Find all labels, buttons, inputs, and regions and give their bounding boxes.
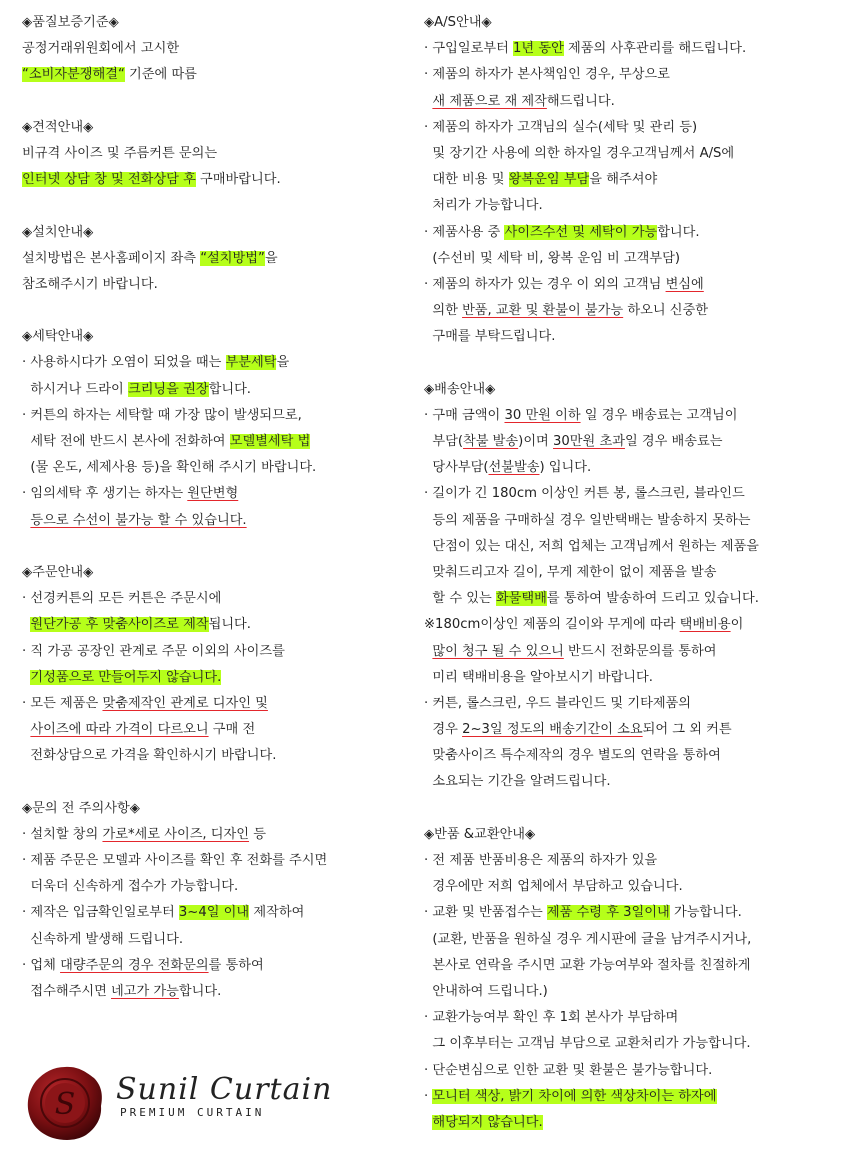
- text-line: [22, 167, 412, 193]
- text-line: [22, 822, 412, 848]
- text-line: [424, 36, 844, 62]
- text-line: [424, 377, 844, 403]
- blank-line: [22, 769, 412, 795]
- underlined-text: 네고가 가능: [111, 983, 179, 999]
- text-segment: 당사부담(: [424, 460, 489, 476]
- text-line: [424, 848, 844, 874]
- text-segment: 소요되는 기간을 알려드립니다.: [424, 774, 611, 790]
- text-line: [22, 324, 412, 350]
- text-line: [22, 246, 412, 272]
- text-segment: · 커튼, 롤스크린, 우드 블라인드 및 기타제품의: [424, 695, 692, 711]
- text-segment: 및 장기간 사용에 의한 하자일 경우고객님께서 A/S에: [424, 145, 735, 161]
- text-segment: · 교환 및 반품접수는: [424, 905, 547, 921]
- text-segment: 제품의 사후관리를 해드립니다.: [563, 41, 747, 57]
- text-segment: 부담(: [424, 434, 464, 449]
- text-segment: 접수해주시면: [22, 983, 112, 999]
- text-segment: 가능합니다.: [669, 905, 742, 921]
- text-line: [424, 115, 844, 141]
- text-line: [424, 1031, 844, 1057]
- text-line: [424, 534, 844, 560]
- underlined-text: 반품, 교환 및 환불이 불가능: [462, 303, 624, 319]
- underlined-text: 30만원 초과: [553, 434, 625, 449]
- text-line: [424, 481, 844, 507]
- text-segment: 합니다.: [657, 224, 700, 240]
- text-line: [22, 848, 412, 874]
- underlined-text: 2~3일 정도의 배송기간이 소요: [462, 722, 643, 738]
- text-segment: 제작하여: [249, 905, 305, 921]
- text-line: [424, 1005, 844, 1031]
- highlighted-text: 부분세탁: [225, 355, 277, 371]
- highlighted-text: 해당되지 않습니다.: [432, 1114, 543, 1130]
- text-segment: 을: [264, 250, 278, 266]
- text-line: [424, 874, 844, 900]
- text-line: [424, 1110, 844, 1136]
- text-segment: · 제품 주문은 모델과 사이즈를 확인 후 전화를 주시면: [22, 853, 328, 868]
- text-segment: (교환, 반품을 원하실 경우 게시판에 글을 남겨주시거나,: [424, 931, 752, 947]
- underlined-text: 대량주문의 경우 전화문의: [60, 957, 209, 973]
- text-segment: ◈품질보증기준◈: [22, 15, 119, 30]
- text-segment: · 길이가 긴 180cm 이상인 커튼 봉, 롤스크린, 블라인드: [424, 486, 745, 502]
- text-segment: 이: [730, 617, 744, 633]
- wax-seal-icon: [26, 1064, 104, 1142]
- text-line: [424, 193, 844, 219]
- underlined-text: 착불 발송: [463, 434, 519, 449]
- text-line: [22, 639, 412, 665]
- underlined-text: 가로*세로 사이즈, 디자인: [102, 826, 250, 842]
- left-column: [22, 10, 412, 1005]
- text-segment: ◈반품 &교환안내◈: [424, 826, 536, 842]
- text-line: [22, 900, 412, 926]
- text-segment: ◈견적안내◈: [22, 119, 94, 135]
- text-line: [424, 272, 844, 298]
- brand-name: Sunil Curtain: [116, 1072, 333, 1107]
- text-segment: · 전 제품 반품비용은 제품의 하자가 있을: [424, 853, 658, 868]
- text-line: [424, 167, 844, 193]
- text-segment: 전화상담으로 가격을 확인하시기 바랍니다.: [22, 748, 277, 764]
- text-segment: · 구입일로부터: [424, 41, 514, 57]
- text-line: [22, 403, 412, 429]
- highlighted-text: 3~4일 이내: [178, 905, 250, 921]
- text-segment: 공정거래위원회에서 고시한: [22, 41, 180, 57]
- text-segment: 참조해주시기 바랍니다.: [22, 276, 158, 292]
- text-segment: 를 통하여 발송하여 드리고 있습니다.: [546, 591, 759, 607]
- highlighted-text: 모니터 색상, 밝기 차이에 의한 색상차이는 하자에: [432, 1088, 717, 1104]
- text-line: [424, 717, 844, 743]
- highlighted-text: 왕복운임 부담: [508, 172, 590, 188]
- text-line: [424, 639, 844, 665]
- text-line: [424, 612, 844, 638]
- highlighted-text: 화물택배: [495, 591, 547, 607]
- blank-line: [424, 796, 844, 822]
- text-segment: · 제작은 입금확인일로부터: [22, 905, 179, 921]
- underlined-text: 많이 청구 될 수 있으니: [432, 643, 564, 659]
- text-segment: 기준에 따름: [124, 67, 197, 83]
- text-segment: 합니다.: [208, 381, 252, 397]
- text-line: [22, 10, 412, 36]
- text-line: [424, 900, 844, 926]
- text-segment: ※180cm이상인 제품의 길이와 무게에 따라: [424, 617, 680, 633]
- text-segment: 비규격 사이즈 및 주름커튼 문의는: [22, 145, 218, 161]
- text-line: [424, 403, 844, 429]
- text-segment: 되어 그 외 커튼: [642, 722, 732, 738]
- text-line: [424, 560, 844, 586]
- blank-line: [22, 534, 412, 560]
- text-line: [22, 36, 412, 62]
- blank-line: [22, 298, 412, 324]
- text-line: [424, 89, 844, 115]
- text-line: [424, 246, 844, 272]
- text-segment: · 커튼의 하자는 세탁할 때 가장 많이 발생되므로,: [22, 407, 302, 423]
- text-line: [22, 377, 412, 403]
- text-line: [22, 272, 412, 298]
- text-segment: 을 해주셔야: [589, 172, 658, 188]
- text-segment: 경우에만 저희 업체에서 부담하고 있습니다.: [424, 879, 683, 895]
- text-line: [424, 141, 844, 167]
- text-segment: · 제품사용 중: [424, 224, 505, 240]
- text-segment: ) 입니다.: [539, 460, 592, 476]
- text-line: [22, 796, 412, 822]
- text-segment: 됩니다.: [208, 617, 251, 633]
- text-line: [424, 822, 844, 848]
- text-segment: ◈세탁안내◈: [22, 329, 94, 345]
- text-segment: 의한: [424, 303, 463, 319]
- text-line: [22, 743, 412, 769]
- text-segment: 신속하게 발생해 드립니다.: [22, 931, 184, 947]
- underlined-text: 맞춤제작인 관계로 디자인 및: [102, 695, 268, 711]
- text-segment: 단점이 있는 대신, 저희 업체는 고객님께서 원하는 제품을: [424, 538, 759, 554]
- text-segment: 안내하여 드립니다.): [424, 983, 548, 999]
- text-segment: 구매 전: [208, 722, 256, 738]
- text-segment: 하시거나 드라이: [22, 381, 128, 397]
- highlighted-text: “설치방법”: [200, 250, 265, 266]
- underlined-text: 원단변형: [187, 486, 239, 502]
- text-line: [424, 508, 844, 534]
- text-segment: ◈주문안내◈: [22, 564, 94, 580]
- text-segment: 처리가 가능합니다.: [424, 198, 543, 214]
- text-segment: 미리 택배비용을 알아보시기 바랍니다.: [424, 669, 653, 685]
- text-line: [424, 298, 844, 324]
- text-segment: 합니다.: [178, 983, 222, 999]
- text-line: [22, 560, 412, 586]
- text-line: [424, 979, 844, 1005]
- text-line: [22, 953, 412, 979]
- blank-line: [22, 193, 412, 219]
- blank-line: [22, 89, 412, 115]
- text-line: [22, 220, 412, 246]
- text-segment: (물 온도, 세제사용 등)을 확인해 주시기 바랍니다.: [22, 460, 317, 476]
- highlighted-text: 1년 동안: [513, 41, 564, 57]
- text-segment: 더욱더 신속하게 접수가 가능합니다.: [22, 879, 239, 895]
- text-line: [424, 953, 844, 979]
- text-segment: ·: [424, 1088, 433, 1104]
- highlighted-text: 제품 수령 후 3일이내: [546, 905, 670, 921]
- svg-text:S: S: [54, 1087, 76, 1122]
- underlined-text: 등으로 수선이 불가능 할 수 있습니다.: [30, 512, 247, 528]
- text-segment: 을: [276, 355, 290, 371]
- underlined-text: 사이즈에 따라 가격이 다르오니: [30, 722, 209, 738]
- text-line: [22, 665, 412, 691]
- text-line: [424, 62, 844, 88]
- text-segment: ◈A/S안내◈: [424, 15, 492, 30]
- text-line: [22, 481, 412, 507]
- text-line: [22, 717, 412, 743]
- text-line: [22, 874, 412, 900]
- text-line: [22, 586, 412, 612]
- text-line: [22, 455, 412, 481]
- text-segment: 맞춤사이즈 특수제작의 경우 별도의 연락을 통하여: [424, 748, 721, 764]
- highlighted-text: “소비자분쟁해결“: [22, 67, 125, 83]
- text-line: [22, 429, 412, 455]
- text-line: [424, 927, 844, 953]
- text-line: [424, 1084, 844, 1110]
- text-line: [424, 1058, 844, 1084]
- text-line: [22, 141, 412, 167]
- text-line: [424, 769, 844, 795]
- text-line: [424, 743, 844, 769]
- text-segment: 일 경우 배송료는: [624, 434, 723, 449]
- text-line: [22, 350, 412, 376]
- text-line: [424, 691, 844, 717]
- underlined-text: 선불발송: [488, 460, 540, 476]
- text-segment: 를 통하여: [208, 957, 264, 973]
- right-column: [424, 10, 844, 1136]
- text-segment: ◈배송안내◈: [424, 381, 496, 397]
- text-segment: · 업체: [22, 957, 61, 973]
- text-segment: 세탁 전에 반드시 본사에 전화하여: [22, 434, 230, 449]
- text-segment: 본사로 연락을 주시면 교환 가능여부와 절차를 친절하게: [424, 957, 751, 973]
- text-segment: 맞춰드리고자 길이, 무게 제한이 없이 제품을 발송: [424, 564, 717, 580]
- text-segment: 등의 제품을 구매하실 경우 일반택배는 발송하지 못하는: [424, 512, 751, 528]
- text-segment: 일 경우 배송료는 고객님이: [580, 407, 738, 423]
- text-segment: · 선경커튼의 모든 커튼은 주문시에: [22, 591, 222, 607]
- text-line: [22, 612, 412, 638]
- text-segment: · 직 가공 공장인 관계로 주문 이외의 사이즈를: [22, 643, 285, 659]
- underlined-text: 새 제품으로 재 제작: [432, 93, 547, 109]
- blank-line: [424, 350, 844, 376]
- text-line: [22, 115, 412, 141]
- text-line: [424, 220, 844, 246]
- underlined-text: 30 만원 이하: [504, 407, 581, 423]
- text-segment: 설치방법은 본사홈페이지 좌측: [22, 250, 201, 266]
- text-segment: 반드시 전화문의를 통하여: [563, 643, 717, 659]
- text-segment: · 모든 제품은: [22, 695, 103, 711]
- text-segment: 할 수 있는: [424, 591, 496, 607]
- text-segment: 해드립니다.: [546, 93, 615, 109]
- highlighted-text: 기성품으로 만들어두지 않습니다.: [30, 669, 222, 685]
- text-segment: · 임의세탁 후 생기는 하자는: [22, 486, 188, 502]
- text-line: [424, 665, 844, 691]
- text-line: [424, 10, 844, 36]
- text-line: [22, 979, 412, 1005]
- text-segment: · 단순변심으로 인한 교환 및 환불은 불가능합니다.: [424, 1062, 713, 1078]
- text-segment: · 제품의 하자가 있는 경우 이 외의 고객님: [424, 276, 666, 292]
- text-line: [22, 62, 412, 88]
- brand-tagline: PREMIUM CURTAIN: [120, 1106, 265, 1119]
- text-line: [424, 455, 844, 481]
- text-segment: · 제품의 하자가 본사책임인 경우, 무상으로: [424, 67, 670, 83]
- text-line: [22, 508, 412, 534]
- text-segment: ◈문의 전 주의사항◈: [22, 800, 140, 816]
- text-line: [22, 691, 412, 717]
- text-segment: · 설치할 창의: [22, 826, 103, 842]
- highlighted-text: 모델별세탁 법: [229, 434, 311, 449]
- text-line: [22, 927, 412, 953]
- text-segment: ◈설치안내◈: [22, 224, 94, 240]
- text-segment: 대한 비용 및: [424, 172, 509, 188]
- text-segment: 경우: [424, 722, 463, 738]
- highlighted-text: 크리닝을 권장: [127, 381, 209, 397]
- highlighted-text: 원단가공 후 맞춤사이즈로 제작: [30, 617, 209, 633]
- text-segment: · 교환가능여부 확인 후 1회 본사가 부담하며: [424, 1010, 679, 1026]
- text-line: [424, 324, 844, 350]
- text-segment: · 제품의 하자가 고객님의 실수(세탁 및 관리 등): [424, 119, 698, 135]
- highlighted-text: 인터넷 상담 창 및 전화상담 후: [22, 172, 196, 188]
- text-segment: (수선비 및 세탁 비, 왕복 운임 비 고객부담): [424, 250, 681, 266]
- text-segment: 하오니 신중한: [623, 303, 708, 319]
- brand-logo: [26, 1064, 333, 1144]
- text-segment: 그 이후부터는 고객님 부담으로 교환처리가 가능합니다.: [424, 1036, 751, 1052]
- underlined-text: 택배비용: [679, 617, 731, 633]
- text-segment: · 사용하시다가 오염이 되었을 때는: [22, 355, 226, 371]
- text-segment: · 구매 금액이: [424, 407, 505, 423]
- text-segment: )이며: [518, 434, 553, 449]
- highlighted-text: 사이즈수선 및 세탁이 가능: [504, 224, 658, 240]
- text-line: [424, 429, 844, 455]
- text-line: [424, 586, 844, 612]
- text-segment: 구매를 부탁드립니다.: [424, 329, 556, 345]
- underlined-text: 변심에: [665, 276, 704, 292]
- text-segment: 등: [249, 826, 266, 842]
- text-segment: 구매바랍니다.: [195, 172, 281, 188]
